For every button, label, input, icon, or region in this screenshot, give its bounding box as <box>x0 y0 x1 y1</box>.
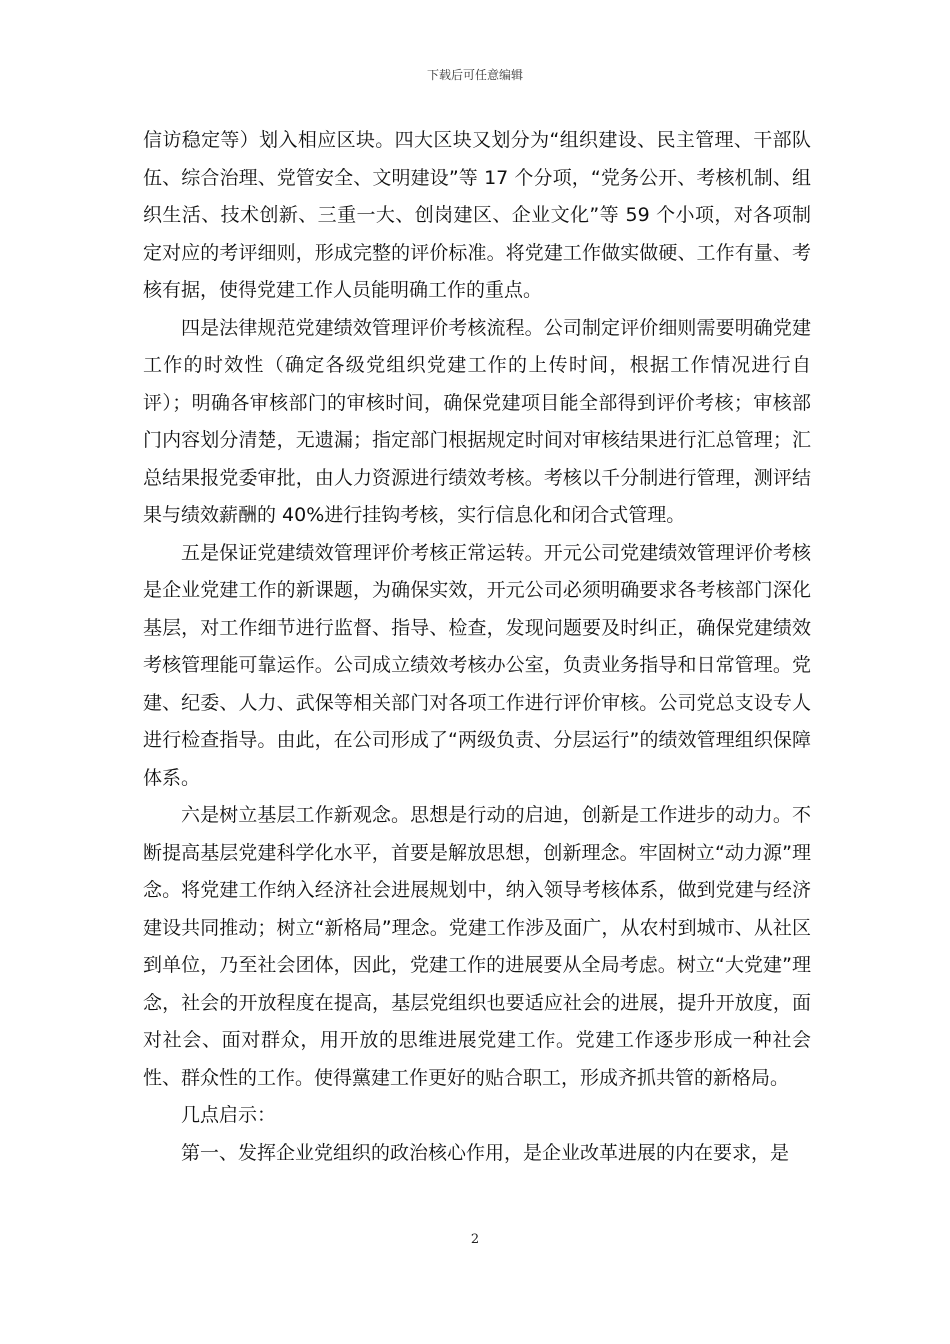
page-number: 2 <box>470 1232 480 1247</box>
document-body <box>143 122 811 1172</box>
paragraph-point-six: 六是树立基层工作新观念。思想是行动的启迪，创新是工作进步的动力。不断提高基层党建科学化水平，首要是解放思想，创新理念。牢固树立“动力源”理念。将党建工作纳入经济社会进展规划中，纳入领导考核体系，做到党建与经济建设共同推动；树立“新格局”理念。党建工作涉及面广，从农村到城市、从社区到单位，乃至社会团体，因此，党建工作的进展要从全局考虑。树立“大党建”理念，社会的开放程度在提高，基层党组织也要适应社会的进展，提升开放度，面对社会、面对群众，用开放的思维进展党建工作。党建工作逐步形成一种社会性、群众性的工作。使得黨建工作更好的贴合职工，形成齐抓共管的新格局。 <box>143 804 811 1089</box>
page-header: 下载后可任意编辑 <box>426 68 523 82</box>
paragraph-insight-first: 第一、发挥企业党组织的政治核心作用，是企业改革进展的内在要求，是 <box>181 1141 790 1164</box>
paragraph-continuation: 信访稳定等）划入相应区块。四大区块又划分为“组织建设、民主管理、干部队伍、综合治理、党管安全、文明建设”等 17 个分项，“党务公开、考核机制、组织生活、技术创新、三重一大、创岗建区、企业文化”等 59 个小项，对各项制定对应的考评细则，形成完整的评价标准。将党建工作做实做硬、工作有量、考核有据，使得党建工作人员能明确工作的重点。 <box>143 129 811 301</box>
paragraph-point-four: 四是法律规范党建绩效管理评价考核流程。公司制定评价细则需要明确党建工作的时效性（确定各级党组织党建工作的上传时间，根据工作情况进行自评）；明确各审核部门的审核时间，确保党建项目能全部得到评价考核；审核部门内容划分清楚，无遗漏；指定部门根据规定时间对审核结果进行汇总管理；汇总结果报党委审批，由人力资源进行绩效考核。考核以千分制进行管理，测评结果与绩效薪酬的 40%进行挂钩考核，实行信息化和闭合式管理。 <box>143 316 811 526</box>
paragraph-point-five: 五是保证党建绩效管理评价考核正常运转。开元公司党建绩效管理评价考核是企业党建工作的新课题，为确保实效，开元公司必须明确要求各考核部门深化基层，对工作细节进行监督、指导、检查，发现问题要及时纠正，确保党建绩效考核管理能可靠运作。公司成立绩效考核办公室，负责业务指导和日常管理。党建、纪委、人力、武保等相关部门对各项工作进行评价审核。公司党总支设专人进行检查指导。由此，在公司形成了“两级负责、分层运行”的绩效管理组织保障体系。 <box>143 541 811 789</box>
paragraph-insights-heading: 几点启示： <box>181 1104 277 1126</box>
